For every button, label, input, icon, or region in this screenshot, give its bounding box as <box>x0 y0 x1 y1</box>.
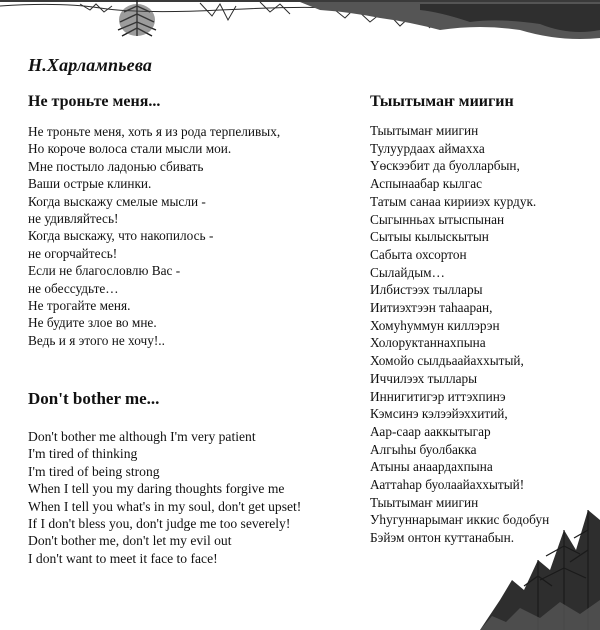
poem-line: Уһугуннарымаҥ иккис бодобун <box>370 512 550 528</box>
poem-line: Тыытымаҥ миигин <box>370 123 479 138</box>
poem-line: Татым санаа кирииэх курдук. <box>370 193 537 209</box>
poem-line: I'm tired of being strong <box>28 463 160 479</box>
poem-line: не обессудьте… <box>28 280 119 296</box>
poem-line: When I tell you what's in my soul, don't get upset! <box>28 498 302 514</box>
poem-line: Сытыы кылыскытын <box>370 229 489 245</box>
poem-line: Don't bother me, don't let my evil out <box>28 533 232 549</box>
sakha-poem-title: Тыытымаҥ миигин <box>370 93 514 110</box>
poem-line: Хомойо сылдьаайаххытый, <box>370 353 524 369</box>
top-tree-illustration <box>0 0 600 44</box>
poem-line: Илбистээх тыллары <box>370 282 483 298</box>
poem-line: Когда выскажу, что накопилось - <box>28 228 214 244</box>
poem-line: Если не благословлю Вас - <box>28 263 181 279</box>
poem-line: Тулуурдаах аймахха <box>370 140 485 156</box>
poem-line: Don't bother me although I'm very patient <box>28 429 256 444</box>
poem-line: When I tell you my daring thoughts forgive me <box>28 481 285 497</box>
poem-line: Атыны анаардахпына <box>370 459 493 475</box>
poem-line: Холоруктаннахпына <box>370 335 486 351</box>
poem-line: Не троньте меня, хоть я из рода терпеливых, <box>28 124 281 139</box>
poem-line: Сабыта охсортон <box>370 246 467 262</box>
poem-line: Кэмсинэ кэлээйэххитий, <box>370 406 508 422</box>
english-poem-title: Don't bother me... <box>28 389 160 408</box>
poem-line: Иннигитигэр иттэхпинэ <box>370 388 506 404</box>
poem-line: Мне постыло ладонью сбивать <box>28 158 204 174</box>
poem-line: Аспынаабар кылгас <box>370 176 483 192</box>
poem-line: Ааттаһар буолаайаххытый! <box>370 477 525 493</box>
russian-poem-title: Не троньте меня... <box>28 93 161 110</box>
poem-line: Ведь и я этого не хочу!.. <box>28 332 165 348</box>
bottom-tree-illustration <box>480 490 600 630</box>
poem-line: If I don't bless you, don't judge me too severely! <box>28 516 291 532</box>
poem-line: Бэйэм онтон куттанабын. <box>370 530 515 546</box>
poem-line: Алгыһы буолбакка <box>370 441 477 457</box>
poem-line: Сылайдым… <box>370 264 445 280</box>
poem-line: Когда выскажу смелые мысли - <box>28 193 206 209</box>
poem-line: Сыгынньах ытыспынан <box>370 211 505 227</box>
poem-line: Ваши острые клинки. <box>28 176 152 192</box>
poem-line: Иитиэхтээн таһааран, <box>370 300 493 316</box>
poem-line: Аар-саар ааккытыгар <box>370 423 491 439</box>
poem-line: не удивляйтесь! <box>28 211 119 227</box>
poem-line: Не будите злое во мне. <box>28 315 157 331</box>
sakha-poem <box>370 122 549 547</box>
poem-line: I'm tired of thinking <box>28 446 138 462</box>
poem-line: Но короче волоса стали мысли мои. <box>28 141 232 157</box>
english-poem <box>28 428 301 567</box>
poem-line: I don't want to meet it face to face! <box>28 550 218 566</box>
poem-line: Хомуһуммун киллэрэн <box>370 317 500 333</box>
russian-poem <box>28 123 280 349</box>
poem-line: Үөскээбит да буолларбын, <box>370 158 520 174</box>
poem-line: Не трогайте меня. <box>28 298 131 314</box>
poem-line: не огорчайтесь! <box>28 245 118 261</box>
poem-line: Иччилээх тыллары <box>370 370 478 386</box>
poem-line: Тыытымаҥ миигин <box>370 494 479 510</box>
author-name: Н.Харлампьева <box>28 55 153 75</box>
